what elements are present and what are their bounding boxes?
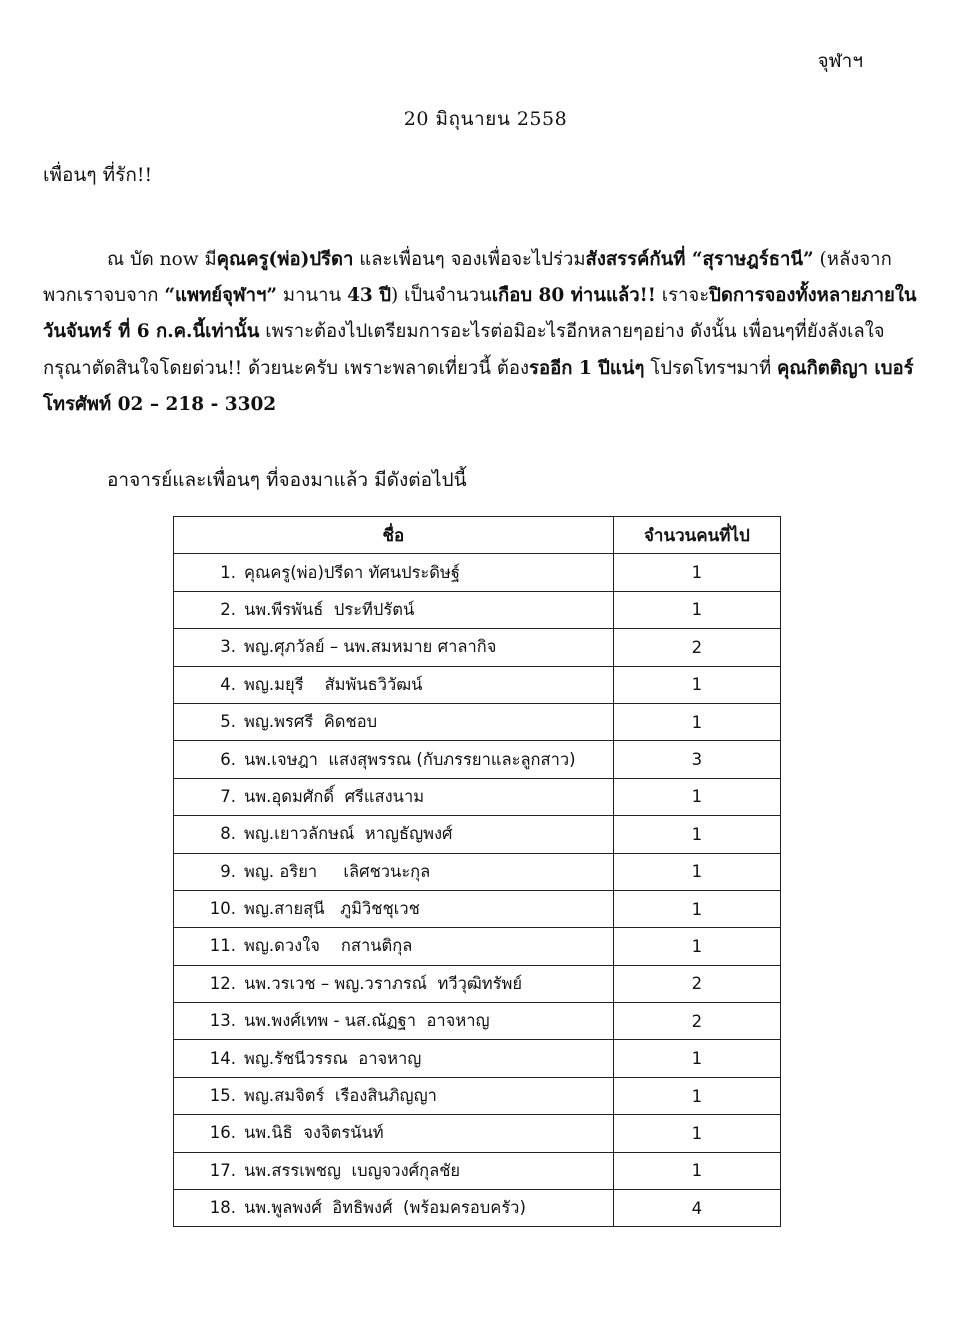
table-row [174, 1115, 781, 1152]
attendee-count: 1 [613, 1115, 780, 1152]
letter-greeting: เพื่อนๆ ที่รัก!! [43, 164, 153, 186]
attendee-name-cell [174, 1003, 614, 1040]
attendee-name: พญ. อริยา เลิศชวนะกุล [244, 861, 431, 881]
table-row [174, 778, 781, 815]
attendee-count: 1 [613, 1077, 780, 1114]
table-row [174, 1003, 781, 1040]
attendee-name: พญ.ศุภวัลย์ – นพ.สมหมาย ศาลากิจ [244, 637, 497, 657]
attendee-name: พญ.ดวงใจ กสานติกุล [244, 936, 413, 956]
table-row [174, 741, 781, 778]
attendee-name-cell [174, 778, 614, 815]
attendee-count: 1 [613, 703, 780, 740]
table-row [174, 1152, 781, 1189]
body-bold: 43 ปี [347, 285, 391, 307]
attendee-name-cell [174, 965, 614, 1002]
body-text: มานาน [277, 285, 348, 307]
table-row [174, 1077, 781, 1114]
table-row [174, 853, 781, 890]
contact-info: คุณกิตติญา เบอร์โทรศัพท์ 02 – 218 - 3302 [43, 357, 914, 415]
attendee-name: คุณครู(พ่อ)ปรีดา ทัศนประดิษฐ์ [244, 562, 460, 582]
body-bold: เกือบ 80 ท่านแล้ว!! [491, 285, 656, 307]
attendee-name: พญ.เยาวลักษณ์ หาญธัญพงศ์ [244, 824, 453, 844]
row-number: 10. [209, 899, 236, 919]
attendee-count: 1 [613, 816, 780, 853]
table-row [174, 591, 781, 628]
body-bold: สังสรรค์กันที่ “สุราษฎร์ธานี” [585, 249, 814, 270]
attendee-name: พญ.มยุรี สัมพันธวิวัฒน์ [244, 674, 423, 694]
row-number: 4. [220, 674, 236, 694]
attendee-name: พญ.สายสุนี ภูมิวิชชุเวช [244, 899, 420, 919]
row-number: 3. [220, 637, 236, 657]
body-text: โปรดโทรฯมาที่ [644, 357, 778, 379]
attendee-name: นพ.พงศ์เทพ - นส.ณัฏฐา อาจหาญ [244, 1011, 490, 1031]
body-bold: “แพทย์จุฬาฯ” [164, 285, 278, 307]
row-number: 12. [209, 973, 236, 993]
row-number: 5. [220, 712, 236, 732]
row-number: 14. [209, 1048, 236, 1068]
attendee-name-cell [174, 703, 614, 740]
row-number: 2. [220, 599, 236, 619]
row-number: 15. [209, 1086, 236, 1106]
attendee-count: 1 [613, 554, 780, 591]
attendee-name: พญ.สมจิตร์ เรืองสินภิญญา [244, 1086, 437, 1106]
attendee-name-cell [174, 1190, 614, 1227]
attendee-count: 2 [613, 629, 780, 666]
attendee-name: นพ.เจษฎา แสงสุพรรณ (กับภรรยาและลูกสาว) [244, 749, 576, 769]
row-number: 11. [209, 936, 236, 956]
body-text: เราจะ [655, 285, 710, 307]
table-row [174, 965, 781, 1002]
attendee-count: 4 [613, 1190, 780, 1227]
attendee-name: นพ.อุดมศักดิ์ ศรีแสงนาม [244, 786, 425, 806]
row-number: 17. [209, 1160, 236, 1180]
attendee-name: นพ.นิธิ จงจิตรนันท์ [244, 1123, 384, 1143]
attendee-name-cell [174, 853, 614, 890]
attendee-count: 1 [613, 853, 780, 890]
table-row [174, 703, 781, 740]
table-row [174, 629, 781, 666]
attendee-name: นพ.พูลพงศ์ อิทธิพงศ์ (พร้อมครอบครัว) [244, 1198, 526, 1218]
attendee-name-cell [174, 890, 614, 927]
table-row [174, 816, 781, 853]
attendee-name-cell [174, 629, 614, 666]
attendee-count: 1 [613, 778, 780, 815]
attendee-name-cell [174, 1077, 614, 1114]
booking-table [173, 516, 781, 1227]
attendee-count: 1 [613, 591, 780, 628]
table-row [174, 1190, 781, 1227]
column-header-count: จำนวนคนที่ไป [613, 517, 780, 554]
letter-date: 20 มิถุนายน 2558 [403, 108, 568, 130]
attendee-count: 1 [613, 890, 780, 927]
attendee-count: 3 [613, 741, 780, 778]
table-row [174, 554, 781, 591]
attendee-name-cell [174, 816, 614, 853]
body-bold: คุณครู(พ่อ)ปรีดา [216, 249, 354, 270]
attendee-name-cell [174, 741, 614, 778]
body-text: และเพื่อนๆ จองเพื่อจะไปร่วม [353, 249, 586, 270]
row-number: 8. [220, 824, 236, 844]
body-text: ) เป็นจำนวน [391, 285, 492, 307]
row-number: 16. [209, 1123, 236, 1143]
table-row [174, 1040, 781, 1077]
row-number: 6. [220, 749, 236, 769]
attendee-count: 1 [613, 1040, 780, 1077]
table-header-row [174, 517, 781, 554]
table-row [174, 928, 781, 965]
attendee-name-cell [174, 666, 614, 703]
attendee-name: พญ.รัชนีวรรณ อาจหาญ [244, 1048, 422, 1068]
attendee-count: 1 [613, 666, 780, 703]
row-number: 9. [220, 861, 236, 881]
corner-label: จุฬาฯ [817, 50, 863, 72]
body-bold: รออีก 1 ปีแน่ๆ [529, 357, 645, 379]
body-bold: ปิดการจองทั้งหลายภายในวันจันทร์ ที่ 6 ก.ค.นี้เท่านั้น [43, 285, 917, 343]
attendee-name: พญ.พรศรี คิดชอบ [244, 712, 378, 732]
attendee-count: 2 [613, 965, 780, 1002]
body-text: ณ บัด now มี [107, 249, 217, 270]
row-number: 13. [209, 1011, 236, 1031]
attendee-name-cell [174, 1115, 614, 1152]
row-number: 7. [220, 786, 236, 806]
attendee-name-cell [174, 1152, 614, 1189]
column-header-name: ชื่อ [174, 517, 614, 554]
attendee-name: นพ.พีรพันธ์ ประทีปรัตน์ [244, 599, 415, 619]
attendee-name: นพ.วรเวช – พญ.วราภรณ์ ทวีวุฒิทรัพย์ [244, 973, 523, 993]
attendee-name-cell [174, 928, 614, 965]
attendee-count: 1 [613, 928, 780, 965]
body-text: เพราะต้องไปเตรียมการอะไรต่อมิอะไรอีกหลายๆอย่าง ดังนั้น เพื่อนๆที่ยังลังเลใจกรุณาตัดสินใจโดยด่วน!! ด้วยนะครับ เพราะพลาดเที่ยวนี้ ต้อง [43, 321, 885, 379]
attendee-name-cell [174, 1040, 614, 1077]
list-intro: อาจารย์และเพื่อนๆ ที่จองมาแล้ว มีดังต่อไปนี้ [107, 469, 467, 491]
attendee-name-cell [174, 591, 614, 628]
attendee-count: 2 [613, 1003, 780, 1040]
attendee-count: 1 [613, 1152, 780, 1189]
table-row [174, 666, 781, 703]
attendee-name: นพ.สรรเพชญ เบญจวงศ์กุลชัย [244, 1160, 461, 1180]
body-text: (หลังจากพวกเราจบจาก [43, 249, 892, 307]
attendee-name-cell [174, 554, 614, 591]
row-number: 1. [220, 562, 236, 582]
letter-body [43, 242, 923, 423]
table-row [174, 890, 781, 927]
row-number: 18. [209, 1198, 236, 1218]
